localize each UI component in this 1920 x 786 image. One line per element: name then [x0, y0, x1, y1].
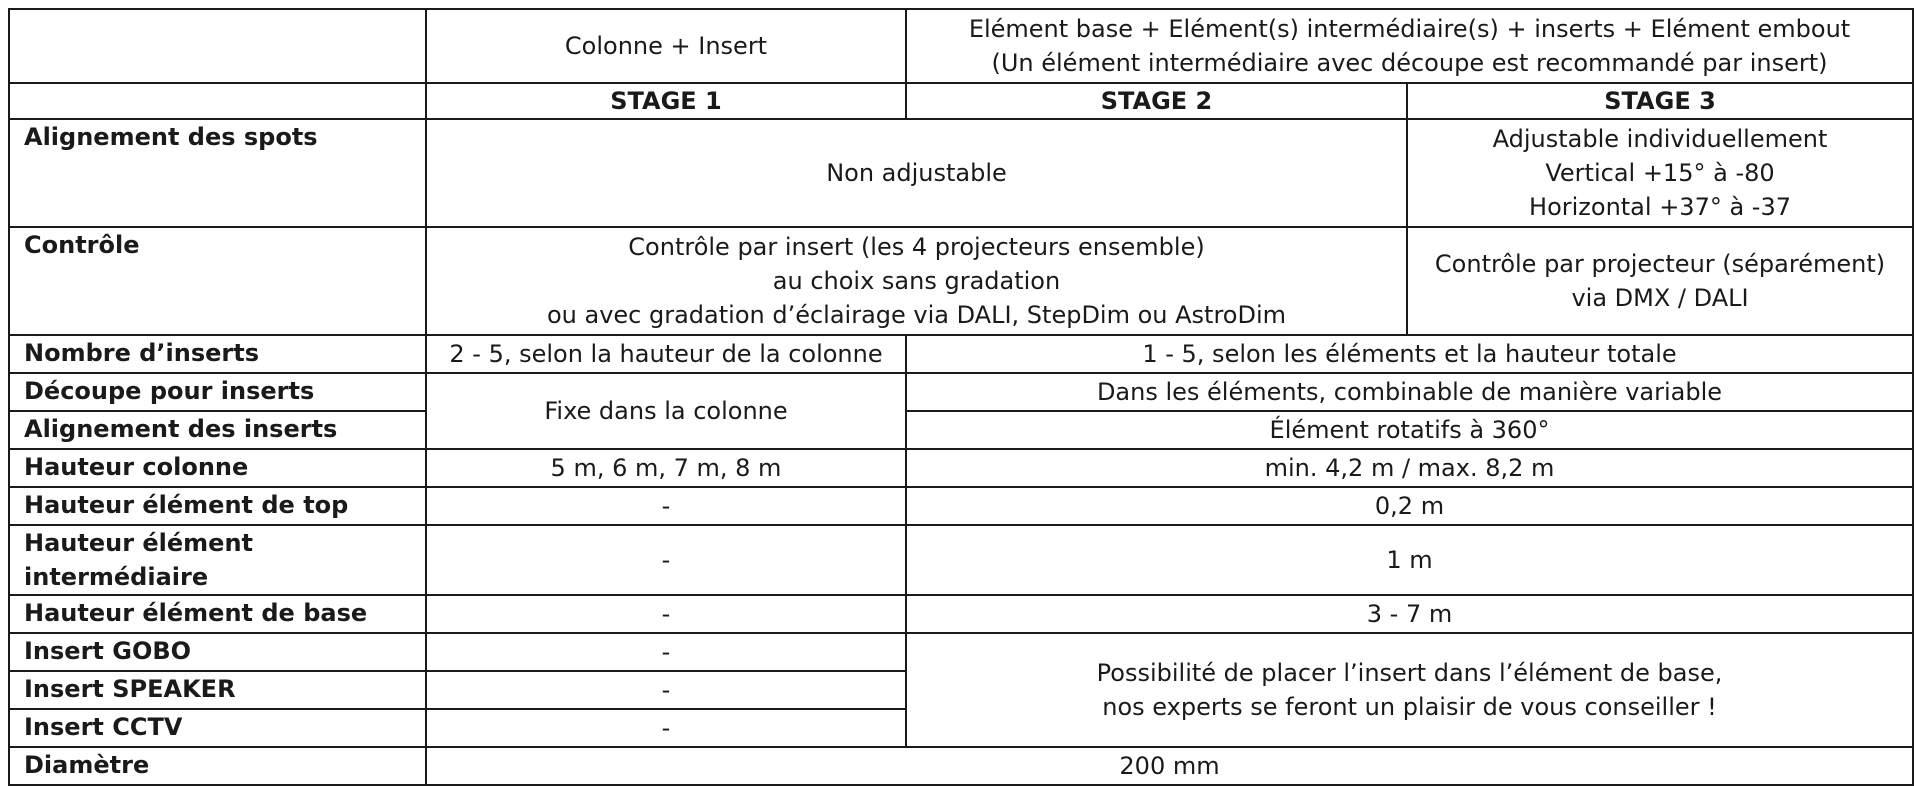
cell-stage3: [1407, 119, 1913, 227]
header-stage-1: STAGE 1: [426, 83, 906, 119]
cell-stage23: 3 - 7 m: [906, 595, 1913, 633]
row-label: Diamètre: [9, 747, 426, 785]
row-label: Alignement des spots: [9, 119, 426, 227]
row-label: Découpe pour inserts: [9, 373, 426, 411]
header-stage-3: STAGE 3: [1407, 83, 1913, 119]
cell-stage23: 1 - 5, selon les éléments et la hauteur totale: [906, 335, 1913, 373]
row-nombre-inserts: [9, 335, 1913, 373]
header-row-stages: [9, 83, 1913, 119]
cell-line: Vertical +15° à -80: [1545, 159, 1775, 187]
header-row-label: [9, 83, 426, 119]
cell-stage12: Non adjustable: [426, 119, 1407, 227]
cell-line: ou avec gradation d’éclairage via DALI, StepDim ou AstroDim: [546, 301, 1287, 329]
row-hauteur-intermediaire: [9, 525, 1913, 595]
header-row-configuration: [9, 9, 1913, 83]
cell-stage1: -: [426, 633, 906, 671]
cell-line: Contrôle par insert (les 4 projecteurs ensemble): [628, 233, 1205, 261]
cell-stage1: Fixe dans la colonne: [426, 373, 906, 449]
header-stage23-config: [906, 9, 1913, 83]
row-label: Nombre d’inserts: [9, 335, 426, 373]
cell-stage1: -: [426, 595, 906, 633]
cell-line: Contrôle par projecteur (séparément): [1434, 250, 1886, 278]
row-label: Insert GOBO: [9, 633, 426, 671]
cell-stage1: 2 - 5, selon la hauteur de la colonne: [426, 335, 906, 373]
cell-line: Possibilité de placer l’insert dans l’élément de base,: [1096, 659, 1723, 687]
row-hauteur-colonne: [9, 449, 1913, 487]
cell-stage1: -: [426, 525, 906, 595]
header-empty-cell: [9, 9, 426, 83]
cell-stage3: [1407, 227, 1913, 335]
cell-stage1: -: [426, 487, 906, 525]
row-insert-gobo: [9, 633, 1913, 671]
cell-stage23: min. 4,2 m / max. 8,2 m: [906, 449, 1913, 487]
cell-stage1: -: [426, 709, 906, 747]
row-label: Hauteur élément intermédiaire: [9, 525, 426, 595]
cell-line: via DMX / DALI: [1571, 284, 1749, 312]
cell-stage1: 5 m, 6 m, 7 m, 8 m: [426, 449, 906, 487]
cell-stage23-inserts: [906, 633, 1913, 747]
row-diametre: [9, 747, 1913, 785]
cell-line: Horizontal +37° à -37: [1529, 193, 1791, 221]
row-alignement-inserts: [9, 411, 1913, 449]
row-label: Hauteur élément de base: [9, 595, 426, 633]
row-label: Alignement des inserts: [9, 411, 426, 449]
row-label: Contrôle: [9, 227, 426, 335]
cell-line: Adjustable individuellement: [1492, 125, 1828, 153]
row-label: Hauteur élément de top: [9, 487, 426, 525]
header-stage1-config: Colonne + Insert: [426, 9, 906, 83]
row-label: Insert SPEAKER: [9, 671, 426, 709]
cell-line: nos experts se feront un plaisir de vous conseiller !: [1102, 693, 1717, 721]
cell-stage23: Dans les éléments, combinable de manière variable: [906, 373, 1913, 411]
header-stage-2: STAGE 2: [906, 83, 1407, 119]
specification-table: [8, 8, 1914, 786]
row-label: Hauteur colonne: [9, 449, 426, 487]
cell-stage23: 1 m: [906, 525, 1913, 595]
row-controle: [9, 227, 1913, 335]
header-stage23-config-line1: Elément base + Elément(s) intermédiaire(s) + inserts + Elément embout: [968, 15, 1851, 43]
spec-table-container: [8, 8, 1912, 786]
row-decoupe-inserts: [9, 373, 1913, 411]
cell-stage1: -: [426, 671, 906, 709]
cell-line: au choix sans gradation: [772, 267, 1061, 295]
cell-stage23: Élément rotatifs à 360°: [906, 411, 1913, 449]
cell-stage23: 0,2 m: [906, 487, 1913, 525]
row-alignement-spots: [9, 119, 1913, 227]
cell-stage12: [426, 227, 1407, 335]
row-hauteur-top: [9, 487, 1913, 525]
row-hauteur-base: [9, 595, 1913, 633]
row-label: Insert CCTV: [9, 709, 426, 747]
cell-all-stages: 200 mm: [426, 747, 1913, 785]
header-stage23-config-line2: (Un élément intermédiaire avec découpe est recommandé par insert): [991, 49, 1828, 77]
